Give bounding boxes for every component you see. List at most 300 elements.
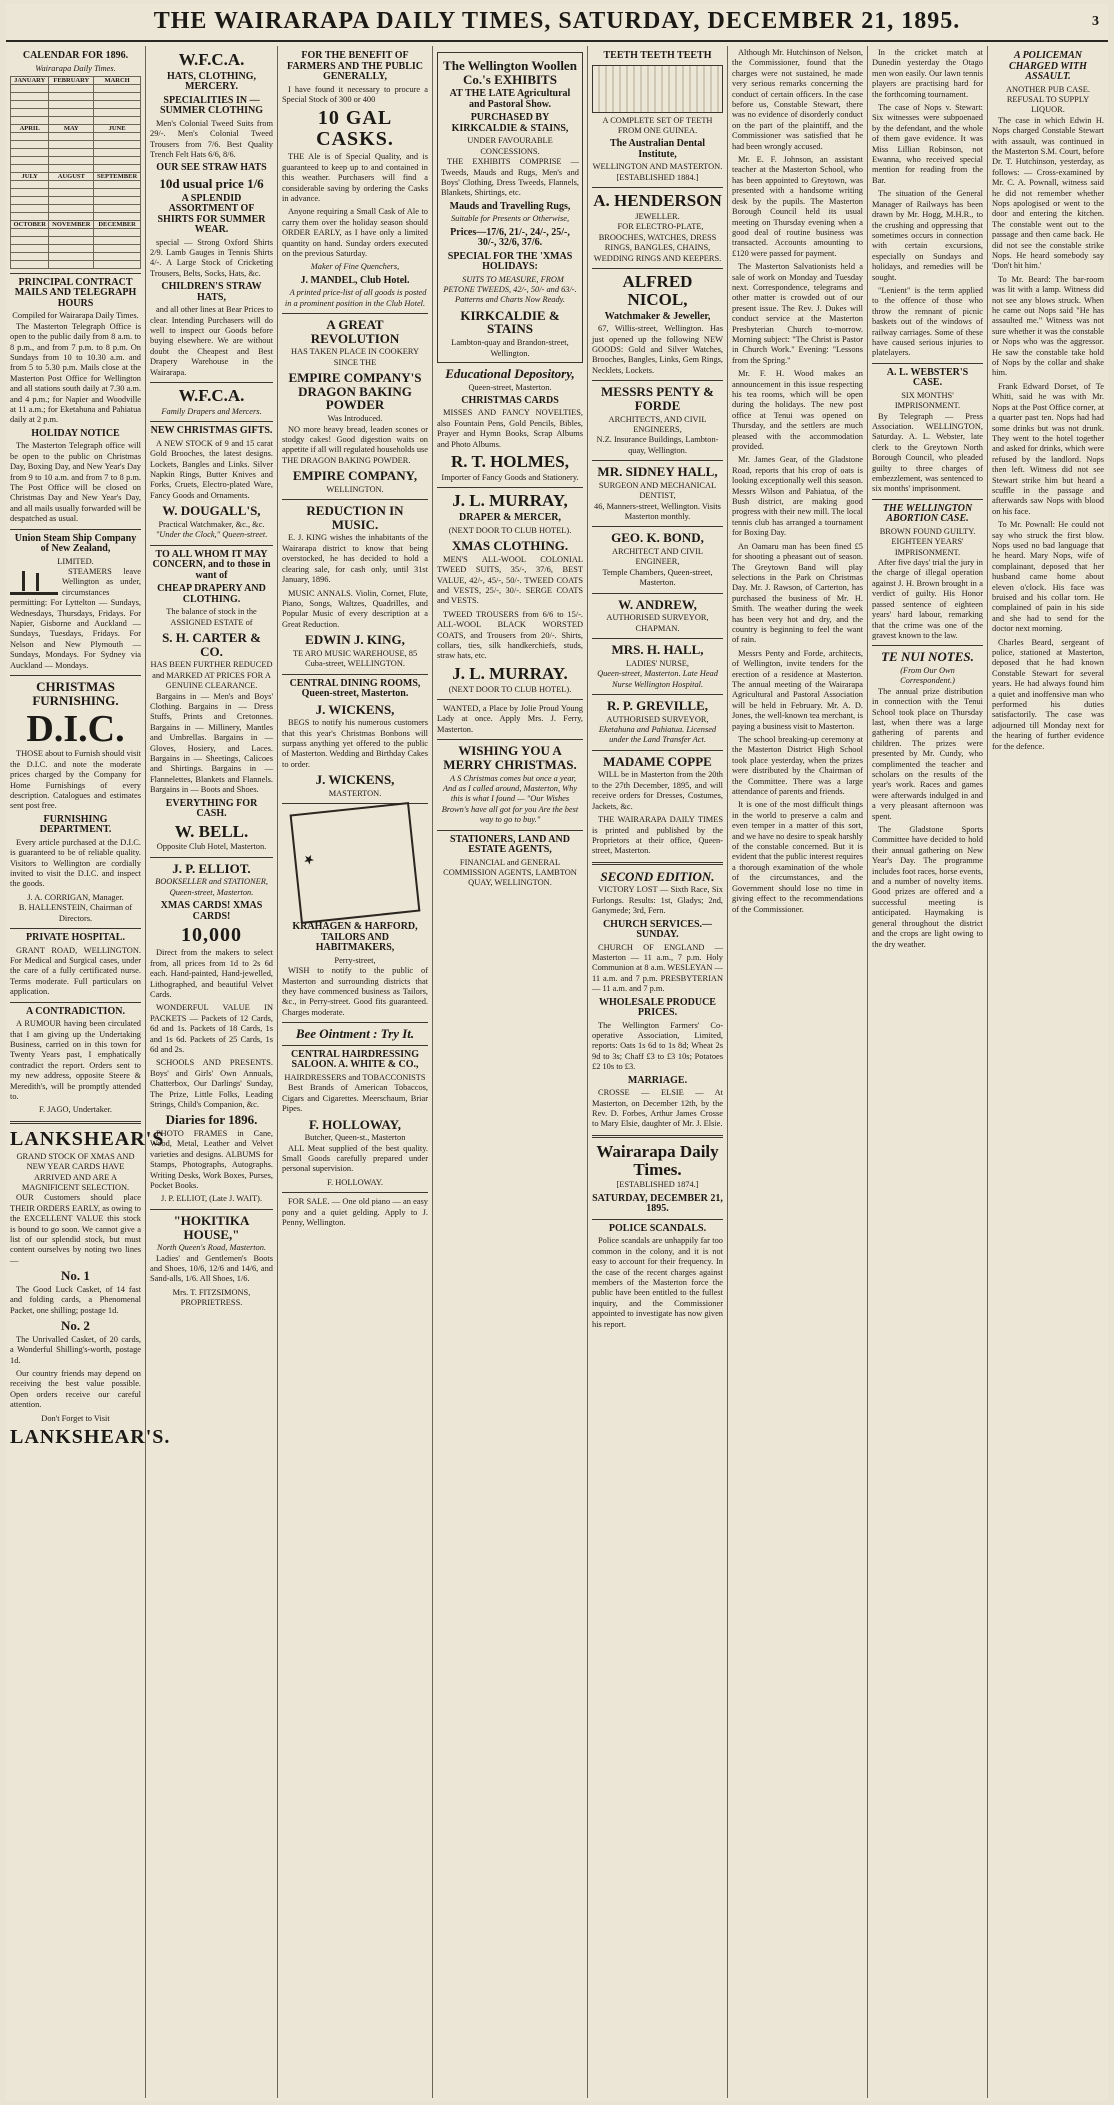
calendar-week-cell	[11, 196, 49, 204]
trousers-body: TWEED TROUSERS from 6/6 to 15/-. ALL-WOOL BLACK WORSTED COATS, and Trousers from 20/-. Shirts, collars, ties, silk handkerchiefs, studs, straw hats, etc.	[437, 609, 583, 661]
calendar-week-cell	[49, 188, 94, 196]
bond-title: GEO. K. BOND,	[611, 530, 704, 546]
penty-subtitle: ARCHITECTS, AND CIVIL ENGINEERS,	[608, 414, 707, 434]
calendar-week-cell	[49, 260, 94, 268]
dic-body: THOSE about to Furnish should visit the D.I.C. and note the moderate prices charged by the Company for Home Furnishings of every description. Catalogues and estimates sent post free.	[10, 749, 141, 811]
wickens-place: MASTERTON.	[328, 788, 382, 798]
henderson-body: FOR ELECTRO-PLATE, BROOCHES, WATCHES, DRESS RINGS, BANGLES, CHAINS, WEDDING RINGS AND KEEPERS.	[593, 222, 722, 263]
policeman-body-2: To Mr. Beard: The bar-room was lit with a lamp. Witness did not see any blows struck. When he came out Nops said "He has assaulted me." Witness was not sure whether it was the constable or Nops who was the aggressor. He saw the constable take hold of Nops by the collar and shake him.	[992, 274, 1104, 378]
calendar-week-cell	[11, 132, 49, 140]
teeth-illustration	[592, 65, 723, 113]
calendar-week-cell	[49, 164, 94, 172]
calendar-week-cell	[94, 100, 141, 108]
rugs-subtitle: Suitable for Presents or Otherwise,	[450, 214, 570, 224]
hokitika-subtitle: North Queen's Road, Masterton.	[156, 1243, 267, 1253]
lankshear-subtitle: GRAND STOCK OF XMAS AND NEW YEAR CARDS HAVE ARRIVED AND ARE A MAGNIFICENT SELECTION.	[16, 1151, 135, 1192]
dougall-subtitle: Practical Watchmaker, &c., &c.	[158, 519, 265, 529]
calendar-week-cell	[11, 180, 49, 188]
tenui-title: TE NUI NOTES.	[881, 649, 974, 665]
cheap-drapery-title: CHEAP DRAPERY AND CLOTHING.	[157, 583, 266, 605]
policeman-subtitle: ANOTHER PUB CASE.	[1006, 84, 1090, 94]
teeth-title: TEETH TEETH TEETH	[603, 50, 712, 61]
carter-title: S. H. CARTER & CO.	[162, 630, 261, 659]
news-para-2: The case of Nops v. Stewart: Six witnesses were subpoenaed by the defendant, and the whole of them gave evidence. It was Miss Lillian Robinson, not Ewanna, who received special mention for reading from the Bar.	[872, 103, 983, 185]
greville-title: R. P. GREVILLE,	[606, 697, 709, 713]
calendar-week-cell	[49, 140, 94, 148]
calendar-week-cell	[49, 204, 94, 212]
madame-title: MADAME COPPE	[603, 753, 712, 769]
mails-notice-subtitle: Compiled for Wairarapa Daily Times.	[12, 311, 139, 321]
dic-manager: J. A. CORRIGAN, Manager.	[27, 892, 124, 902]
wfca-title: W.F.C.A.	[178, 50, 245, 69]
educational-subtitle: Queen-street, Masterton.	[468, 382, 552, 392]
shirts-title: A SPLENDID ASSORTMENT OF SHIRTS FOR SUMMER WEAR.	[157, 192, 266, 236]
white-body: Best Brands of American Tobaccos, Cigars and Cigarettes. Meerschaum, Briar Pipes.	[282, 1083, 428, 1114]
dic-chairman: B. HALLENSTEIN, Chairman of Directors.	[18, 903, 133, 923]
kirkcaldie-title: PURCHASED BY KIRKCALDIE & STAINS,	[451, 112, 569, 134]
calendar-month-header: FEBRUARY	[49, 76, 94, 84]
white-subtitle: HAIRDRESSERS and TOBACCONISTS	[284, 1072, 426, 1082]
webster-title: A. L. WEBSTER'S CASE.	[886, 366, 969, 389]
furnishing-label: FURNISHING DEPARTMENT.	[39, 813, 112, 836]
calendar-month-header: AUGUST	[49, 172, 94, 180]
calendar-month-header: JULY	[11, 172, 49, 180]
calendar-week-cell	[94, 236, 141, 244]
calendar-week-cell	[94, 132, 141, 140]
straw-title: OUR SEE STRAW HATS	[156, 162, 267, 174]
holloway-body: ALL Meat supplied of the best quality. Small Goods carefully prepared under personal supervision.	[282, 1143, 428, 1174]
murray-subtitle: DRAPER & MERCER,	[459, 512, 561, 524]
reduction-body: E. J. KING wishes the inhabitants of the Wairarapa district to know that being overstocked, he has decided to hold a clearing sale, for cash only, until 31st January, 1896.	[282, 533, 428, 585]
farmers-title: FOR THE BENEFIT OF FARMERS AND THE PUBLIC GENERALLY,	[286, 50, 424, 82]
editorial-para-3: The Masterton Salvationists held a sale of work on Monday and Tuesday next. Correspondence, telegrams and other matter is crowded out of our present issue. The Rev. J. Dukes will conduct service at the Masterton Presbyterian Church to-morrow. Morning subject: "The Christ is Pastor in Church Work." Evening: "Lessons from the Spring."	[732, 262, 863, 365]
forget-line: Don't Forget to Visit	[41, 1413, 110, 1423]
hokitika-body: Ladies' and Gentlemen's Boots and Shoes, 10/6, 12/6 and 14/6, and Sand-alls, 1/6. All Shoes, 1/6.	[150, 1253, 273, 1284]
xmas-clothing-body: MEN'S ALL-WOOL COLONIAL TWEED SUITS, 35/-, 37/6, BEST VALUE, 42/-, 45/-, 50/-. TWEED COATS and VESTS, 25/-, 30/-. SERGE COATS and VESTS.	[437, 554, 583, 606]
calendar-week-cell	[49, 244, 94, 252]
commission-agent-seal: ★	[290, 802, 421, 924]
calendar-week-cell	[11, 84, 49, 92]
column-3	[278, 46, 433, 2098]
bell-subtitle: Opposite Club Hotel, Masterton.	[156, 842, 267, 852]
calendar-week-cell	[94, 164, 141, 172]
woollen-title: The Wellington Woollen Co.'s EXHIBITS	[443, 58, 577, 87]
column-8	[988, 46, 1108, 2098]
calendar-week-cell	[11, 140, 49, 148]
children-hats-title: CHILDREN'S STRAW HATS,	[161, 281, 262, 303]
editorial-para-9: It is one of the most difficult things in the world to preserve a calm and even temper in a matter of this sort, and we have no desire to speak harshly of the constable concerned. But it is evident that the public interest requires a thorough examination of the whole of the circumstances, and the Government should lose no time in giving effect to the recommendations of the Commissioner.	[732, 800, 863, 914]
children-hats-body: and all other lines at Bear Prices to clear. Intending Purchasers will do well to inspect our Goods before buying elsewhere. We are without doubt the Cheapest and Best Drapery Warehouse in the Wairarapa.	[150, 305, 273, 377]
whom-title: TO ALL WHOM IT MAY CONCERN, and to those in want of	[152, 548, 271, 581]
lankshear-title: LANKSHEAR'S	[10, 1127, 165, 1150]
woollen-subtitle: AT THE LATE Agricultural and Pastoral Show.	[449, 88, 571, 110]
calendar-week-cell	[11, 260, 49, 268]
revolution-title: A GREAT REVOLUTION	[310, 317, 400, 346]
calendar-week-cell	[11, 204, 49, 212]
policeman-body-5: Charles Beard, sergeant of police, stationed at Masterton, deposed that he had known Constable Stewart for several years. He had always found him a quiet and inoffensive man who performed his duties satisfactorily. The case was adjourned till Monday next for the hearing of further evidence for the defence.	[992, 637, 1104, 751]
price-list-note: A printed price-list of all goods is posted in a prominent position in the Club Hotel.	[284, 288, 427, 308]
policeman-subtitle-2: REFUSAL TO SUPPLY LIQUOR.	[1006, 94, 1090, 115]
column-5	[588, 46, 728, 2098]
christmas-poem: A S Christmas comes but once a year, And as I called around, Masterton, Why this is what I found — "Our Wishes Brown's have all got for you Are the best way to go to buy."	[441, 773, 579, 825]
marriage-title: MARRIAGE.	[627, 1074, 688, 1086]
commission-agents: FINANCIAL and GENERAL COMMISSION AGENTS, LAMBTON QUAY, WELLINGTON.	[443, 857, 577, 888]
casks-body: THE Ale is of Special Quality, and is guaranteed to keep up to and contained in this weather. Purchasers will find a considerable saving by ordering the Casks in advance.	[282, 152, 428, 203]
revolution-body: HAS TAKEN PLACE IN COOKERY SINCE THE	[290, 347, 420, 367]
editorial-para-2: Mr. E. F. Johnson, an assistant teacher at the Masterton School, who has been appointed to Greytown, was presented with a handsome writing desk by the pupils. The Masterton Borough Council held its usual meeting on Thursday evening when a good deal of routine business was transacted. Accounts amounting to £120 were passed for payment.	[732, 155, 863, 258]
nicol-subtitle: Watchmaker & Jeweller,	[604, 310, 711, 322]
diaries-body: PHOTO FRAMES in Cane, Wood, Metal, Leather and Velvet varieties and designs. ALBUMS for Stamps, Photographs, Autographs. Writing Desks, Work Boxes, Purses, Pocket Books.	[150, 1129, 273, 1191]
webster-body: By Telegraph — Press Association. WELLINGTON, Saturday. A. L. Webster, late clerk to the Greytown North Borough Council, who pleaded guilty to three charges of embezzlement, was sentenced to six months' imprisonment.	[872, 411, 983, 494]
mrs-hall-subtitle: LADIES' NURSE,	[626, 658, 689, 668]
empire-body: Was Introduced.	[327, 414, 383, 424]
calendar-month-header: NOVEMBER	[49, 220, 94, 228]
kirkcaldie2-title: KIRKCALDIE & STAINS	[460, 307, 560, 337]
calendar-week-cell	[11, 100, 49, 108]
bond-body: Temple Chambers, Queen-street, Masterton.	[602, 567, 713, 588]
calendar-week-cell	[94, 84, 141, 92]
hokitika-title: "HOKITIKA HOUSE,"	[173, 1212, 250, 1242]
music-annals: MUSIC ANNALS. Violin, Cornet, Flute, Piano, Songs, Waltzes, Quadrilles, and Popular Music of every description at a Great Reduction.	[282, 588, 428, 629]
policeman-body-4: To Mr. Pownall: He could not say who struck the first blow. Nops used no bad language that he heard. Mary Nops, wife of complainant, deposed that her husband came home about eleven o'clock. His face was bruised and his collar torn. He complained of pain in his side and she had to send for the doctor next morning.	[992, 520, 1104, 634]
holmes-title: R. T. HOLMES,	[451, 452, 569, 472]
mails-notice-body: The Masterton Telegraph Office is open to the public daily from 8 a.m. to 8 p.m., and from 7 p.m. to 8 p.m. On Sundays from 10 to 10.30 a.m. and from 5 to 5.30 p.m. Mails close at the Masterton Post Office for Wellington and all stations south daily at 7.30 a.m. and 4 p.m.; for Napier and Woodville at 11 a.m.; for Eketahuna and Pahiatua daily at 2 p.m.	[10, 321, 141, 425]
edwin-king: EDWIN J. KING,	[305, 632, 405, 648]
calendar-week-cell	[94, 92, 141, 100]
police-title: POLICE SCANDALS.	[608, 1222, 707, 1234]
calendar-month-header: APRIL	[11, 124, 49, 132]
news-para-4: "Lenient" is the term applied to the offence of those who throw the remnant of picnic baskets out of the windows of railway carriages. Some of these have caused serious injuries to platelayers.	[872, 285, 983, 358]
policeman-body-1: The case in which Edwin H. Nops charged Constable Stewart with assault, was continued in the Masterton S.M. Court, before Dr. T. Hutchinson, yesterday, as follows: — Cross-examined by Mr. C. A. Pownall, witness said he did not remember whether Nops apologised or went to the door and entering the kitchen. The constable went out to the passage and then came back. He did not see the constable strike Nops. He heard somebody say 'Don't hit him.'	[992, 115, 1104, 271]
webster-subtitle: SIX MONTHS' IMPRISONMENT.	[894, 390, 961, 411]
calendar-month-header: DECEMBER	[94, 220, 141, 228]
merry-christmas: WISHING YOU A MERRY CHRISTMAS.	[443, 743, 577, 772]
calendar-week-cell	[94, 204, 141, 212]
calendar-week-cell	[94, 188, 141, 196]
wickens-body: BEGS to notify his numerous customers that this year's Christmas Bonbons will surpass anything yet offered to the public of Masterton. Wedding and Birthday Cakes to order.	[282, 718, 428, 769]
calendar-week-cell	[94, 116, 141, 124]
kirkcaldie-subtitle: UNDER FAVOURABLE CONCESSIONS.	[467, 136, 553, 156]
masthead	[6, 8, 1108, 42]
cheap-drapery-body: The balance of stock in the ASSIGNED ESTATE of	[166, 607, 257, 627]
calendar-week-cell	[49, 156, 94, 164]
policeman-title: A POLICEMAN CHARGED WITH ASSAULT.	[1009, 50, 1087, 82]
educational-title: Educational Depository,	[445, 365, 575, 381]
calendar-week-cell	[11, 116, 49, 124]
church-body: CHURCH OF ENGLAND — Masterton — 11 a.m., 7 p.m. Holy Communion at 8 a.m. WESLEYAN — 11 a.m. and 7 p.m. PRESBYTERIAN — 11 a.m. and 7 p.m.	[592, 942, 723, 994]
calendar-week-cell	[94, 180, 141, 188]
dental-title: The Australian Dental Institute,	[609, 138, 705, 160]
marriage-body: CROSSE — ELSIE — At Masterton, on December 12th, by the Rev. D. Forbes, Arthur James Crosse to Mary Elsie, daughter of Mr. J. Elsie.	[592, 1088, 723, 1129]
calendar-week-cell	[11, 236, 49, 244]
page-number: 3	[1092, 14, 1100, 29]
calendar-week-cell	[49, 148, 94, 156]
christmas-furnishing-title: CHRISTMAS FURNISHING.	[32, 679, 119, 708]
dental-subtitle: WELLINGTON AND MASTERTON.	[592, 162, 723, 172]
church-title: CHURCH SERVICES.—SUNDAY.	[602, 918, 713, 941]
calendar-month-header: MARCH	[94, 76, 141, 84]
lankshear-body: OUR Customers should place THEIR ORDERS EARLY, as owing to the EXCELLENT VALUE this stock is bound to go soon. We cannot give a list of our splendid stock, but must content ourselves by noting two lines —	[10, 1193, 141, 1265]
editorial-para-5: Mr. James Gear, of the Gladstone Road, reports that his crop of oats is looking exceptionally well this season. Messrs Wilson and Pahiatua, of the Bush district, are making good progress with their new mill. The local tennis club has arranged a tournament for Boxing Day.	[732, 455, 863, 538]
krahagen-subtitle: Perry-street,	[334, 955, 376, 965]
calendar-week-cell	[94, 260, 141, 268]
no1-label: No. 1	[61, 1268, 90, 1284]
shipping-subtitle: LIMITED.	[57, 556, 94, 566]
empire-body-2: NO more heavy bread, leaden scones or stodgy cakes! Good digestion waits on appetite if all will regulated households use THE DRAGON BAKING POWDER.	[282, 424, 428, 465]
diaries-title: Diaries for 1896.	[165, 1112, 258, 1128]
calendar-subtitle: Wairarapa Daily Times.	[35, 63, 116, 73]
calendar-week-cell	[94, 156, 141, 164]
calendar-week-cell	[11, 188, 49, 196]
elliot-subtitle: BOOKSELLER and STATIONER, Queen-street, Masterton.	[155, 877, 268, 897]
rugs-price: Prices—17/6, 21/-, 24/-, 25/-, 30/-, 32/6, 37/6.	[450, 226, 570, 249]
calendar-week-cell	[49, 196, 94, 204]
no2-label: No. 2	[61, 1318, 90, 1334]
complete-set: A COMPLETE SET OF TEETH FROM ONE GUINEA.	[602, 115, 713, 135]
edwin-king-address: TE ARO MUSIC WAREHOUSE, 85 Cuba-street, WELLINGTON.	[292, 648, 418, 669]
daily-times-title: Wairarapa Daily Times.	[596, 1141, 719, 1179]
wfca-lines: HATS, CLOTHING, MERCERY.	[167, 70, 256, 93]
contradiction-body: A RUMOUR having been circulated that I am giving up the Undertaking Business, carried on in this town for Twenty Years past, I emphatically contradict the report. Orders sent to my new address, opposite Steere & Meredith's, will be promptly attended to.	[10, 1019, 141, 1101]
masthead-title: THE WAIRARAPA DAILY TIMES, SATURDAY, DECEMBER 21, 1895.	[153, 8, 961, 34]
no2-text: The Unrivalled Casket, of 20 cards, a Wonderful Shilling's-worth, postage 1d.	[10, 1334, 141, 1365]
elliot-sign: J. P. ELLIOT, (Late J. WAIT).	[160, 1194, 263, 1204]
columns	[6, 46, 1108, 2098]
produce-title: WHOLESALE PRODUCE PRICES.	[599, 996, 716, 1019]
white-title: CENTRAL HAIRDRESSING SALOON. A. WHITE & CO.,	[290, 1048, 420, 1071]
cards-body: Direct from the makers to select from, all prices from 1d to 2s 6d each. Hand-painted, Hand-jewelled, Lithographed, and beautiful Velvet Cards.	[150, 948, 273, 999]
reduction-title: REDUCTION IN MUSIC.	[306, 503, 404, 532]
holiday-notice-body: The Masterton Telegraph office will be open to the public on Christmas Day, Boxing Day, and New Year's Day from 9 to 10 a.m. and from 7 to 8 p.m. The Post Office will be closed on Christmas Day and New Year's Day, and all mails usually forwarded will be despatched as usual.	[10, 441, 141, 524]
calendar-month-header: JUNE	[94, 124, 141, 132]
hospital-title: PRIVATE HOSPITAL.	[26, 932, 125, 944]
calendar-week-cell	[49, 236, 94, 244]
andrew-title: W. ANDREW,	[618, 596, 697, 612]
shipping-body: STEAMERS leave Wellington as under, circumstances permitting: For Lyttelton — Sundays, Wednesdays, Thursdays, Fridays. For Napier, Gisborne and Auckland — Sundays, Tuesdays, Fridays. For Nelson and New Plymouth — Sundays, Mondays. For Sydney via Auckland — Mondays.	[10, 567, 141, 670]
calendar-week-cell	[11, 92, 49, 100]
calendar-week-cell	[11, 164, 49, 172]
calendar-week-cell	[94, 148, 141, 156]
date-line: SATURDAY, DECEMBER 21, 1895.	[592, 1192, 723, 1215]
abortion-subtitle-2: EIGHTEEN YEARS' IMPRISONMENT.	[891, 537, 964, 557]
penty-body: N.Z. Insurance Buildings, Lambton-quay, Wellington.	[596, 435, 719, 455]
murray2-title: J. L. MURRAY.	[452, 663, 568, 683]
victory-body: VICTORY LOST — Sixth Race, Six Furlongs. Results: 1st, Gladys; 2nd, Ganymede; 3rd, Fern.	[592, 885, 723, 916]
shipping-title: Union Steam Ship Company of New Zealand,	[14, 532, 137, 555]
dental-established: [ESTABLISHED 1884.]	[616, 172, 699, 182]
christmas-cards-body: MISSES AND FANCY NOVELTIES, also Fountain Pens, Gold Pencils, Bibles, Prayer and Hymn Books, Scrap Albums and Photo Albums.	[437, 408, 583, 449]
mrs-hall-body: Queen-street, Masterton. Late Head Nurse Wellington Hospital.	[597, 669, 718, 689]
kirkcaldie2-subtitle: Lambton-quay and Brandon-street, Wellington.	[451, 338, 569, 358]
exhibits-body: THE EXHIBITS COMPRISE — Tweeds, Mauds and Rugs, Men's and Boys' Clothing, Dress Tweeds, Flannels, Blankets, Shirtings, etc.	[441, 157, 579, 198]
calendar-week-cell	[49, 180, 94, 188]
calendar-week-cell	[94, 140, 141, 148]
new-xmas-gifts-body: A NEW STOCK of 9 and 15 carat Gold Brooches, the latest designs. Lockets, Bangles and Links. Silver Napkin Rings, Butter Knives and Forks, Cruets, Electro-plated Ware, Fancy Goods and Ornaments.	[150, 438, 273, 500]
column-7	[868, 46, 988, 2098]
christmas-cards: CHRISTMAS CARDS	[461, 394, 559, 406]
murray-place: (NEXT DOOR TO CLUB HOTEL).	[448, 525, 572, 535]
andrew-subtitle: AUTHORISED SURVEYOR, CHAPMAN.	[606, 613, 709, 633]
calendar-week-cell	[11, 212, 49, 220]
contradiction-title: A CONTRADICTION.	[26, 1005, 125, 1017]
calendar-week-cell	[94, 212, 141, 220]
cards-count: 10,000	[181, 924, 242, 947]
news-para-3: The situation of the General Manager of Railways has been drawn by Mr. Hogg, M.H.R., to the crushing and oppressing that sometimes occurs in connection with certain excursions, especially on Sundays and holidays, and remedies will be sought.	[872, 189, 983, 282]
bell-title: W. BELL.	[174, 821, 249, 841]
murray-title: J. L. MURRAY,	[452, 491, 568, 511]
no1-text: The Good Luck Casket, of 14 fast and folding cards, a Phenomenal Packet, one shilling; postage 1d.	[10, 1284, 141, 1315]
calendar-week-cell	[49, 252, 94, 260]
farmers-body: I have found it necessary to procure a Special Stock of 300 or 400	[282, 84, 428, 104]
calendar-week-cell	[94, 108, 141, 116]
elliot-title: J. P. ELLIOT.	[172, 860, 251, 876]
tenui-body-2: The Gladstone Sports Committee have decided to hold their annual gathering on New Year's Day. The programme includes foot races, horse events, and a number of novelty items. Good prizes are offered and a successful meeting is anticipated. Haymaking is general throughout the district and the crops are light owing to the dry weather.	[872, 825, 983, 949]
calendar-week-cell	[94, 228, 141, 236]
calendar-week-cell	[11, 228, 49, 236]
shirts-body: special — Strong Oxford Shirts 2/9. Lamb Gauges in Tennis Shirts 4/-. A Large Stock of Cricketing Trousers, Belts, Socks, Hats, &c.	[150, 237, 273, 278]
everything-cash: EVERYTHING FOR CASH.	[165, 797, 258, 820]
lankshear-extra: Our country friends may depend on receiving the best value possible. Open orders receive our careful attention.	[10, 1368, 141, 1410]
steamship-icon	[10, 569, 58, 595]
holloway-subtitle: Butcher, Queen-st., Masterton	[304, 1133, 406, 1143]
casks-body-2: Anyone requiring a Small Cask of Ale to carry them over the holiday season should ORDER EARLY, as I have only a limited quantity on hand. Sunday orders executed on the previous Saturday.	[282, 207, 428, 258]
greville-subtitle: AUTHORISED SURVEYOR,	[606, 714, 709, 724]
xmas-clothing-title: XMAS CLOTHING.	[451, 538, 569, 554]
contradiction-sign: F. JAGO, Undertaker.	[38, 1105, 113, 1115]
editorial-para-1: Although Mr. Hutchinson of Nelson, the Commissioner, found that the charges were not sustained, he made very serious remarks concerning the conduct of certain officers. In the case before us, Constable Stewart, there was no evidence of disorderly conduct on the part of the plaintiff, and the Commissioner was satisfied that he had been wrongly accused.	[732, 48, 863, 151]
tenui-body: The annual prize distribution in connection with the Tenui School took place on Thursday last, when there was a large gathering of parents and children. The prizes were presented by Mr. Cundy, who complimented the teacher and scholars on the results of the year's work. Races and games were afterwards indulged in and a very pleasant afternoon was spent.	[872, 686, 983, 821]
dougall-sign: "Under the Clock," Queen-street.	[155, 530, 268, 540]
calendar-week-cell	[49, 116, 94, 124]
calendar-week-cell	[94, 196, 141, 204]
calendar-month-header: OCTOBER	[11, 220, 49, 228]
sidney-hall-body: 46, Manners-street, Wellington. Visits Masterton monthly.	[594, 501, 721, 521]
column-2	[146, 46, 278, 2098]
calendar-week-cell	[49, 132, 94, 140]
calendar-week-cell	[11, 156, 49, 164]
nicol-title: ALFRED NICOL,	[622, 272, 693, 309]
special-xmas: SPECIAL FOR THE 'XMAS HOLIDAYS:	[447, 250, 573, 273]
krahagen-title: KRAHAGEN & HARFORD, TAILORS AND HABITMAKERS,	[292, 921, 418, 954]
editorial-para-8: The school breaking-up ceremony at the Masterton District High School took place yesterday, when the prizes were distributed by the Chairman of the Committee. There was a large attendance of parents and friends.	[732, 735, 863, 797]
stationers-title: STATIONERS, LAND AND ESTATE AGENTS,	[450, 833, 570, 856]
imprint-body: THE WAIRARAPA DAILY TIMES is printed and published by the Proprietors at their office, Queen-street, Masterton.	[592, 815, 723, 856]
hospital-body: GRANT ROAD, WELLINGTON. For Medical and Surgical cases, under the care of a fully certificated nurse. Terms moderate. Full particulars on application.	[10, 945, 141, 997]
calendar-title: CALENDAR FOR 1896.	[22, 50, 129, 61]
calendar-week-cell	[49, 108, 94, 116]
newspaper-page	[6, 4, 1108, 2101]
for-sale-body: FOR SALE. — One old piano — an easy pony and a quiet gelding. Apply to J. Penny, Wellington.	[282, 1197, 428, 1227]
column-4	[433, 46, 588, 2098]
rugs-title: Mauds and Travelling Rugs,	[449, 200, 571, 212]
holloway-sign: F. HOLLOWAY.	[327, 1177, 383, 1187]
empire-title: EMPIRE COMPANY'S DRAGON BAKING POWDER	[288, 370, 422, 413]
calendar-week-cell	[11, 108, 49, 116]
henderson-subtitle: JEWELLER.	[635, 211, 680, 221]
madame-body: WILL be in Masterton from the 20th to the 27th December, 1895, and will receive orders for Dresses, Costumes, Jackets, &c.	[592, 770, 723, 811]
editorial-para-6: An Oamaru man has been fined £5 for shooting a pheasant out of season. The Greytown Band will play selections in the Park on Christmas Day. Mr. J. Rawson, of Carterton, has purchased the business of Mr. H. Smith. The weather during the week has been very hot and dry, and the country is beginning to feel the want of rain.	[732, 541, 863, 645]
calendar-month-header: SEPTEMBER	[94, 172, 141, 180]
column-1	[6, 46, 171, 2098]
abortion-title: THE WELLINGTON ABORTION CASE.	[882, 502, 973, 525]
wfca2-subtitle: Family Drapers and Mercers.	[161, 406, 262, 416]
sidney-hall-title: MR. SIDNEY HALL,	[597, 464, 718, 480]
calendar-week-cell	[11, 252, 49, 260]
fleet-line: Maker of Fine Quenchers,	[310, 262, 400, 272]
calendar-week-cell	[49, 228, 94, 236]
schools-presents: SCHOOLS AND PRESENTS. Boys' and Girls' Own Annuals, Chatterbox, Our Darlings' Sunday, The Prize, Little Folks, Leading Strings, Child's Companion, &c.	[150, 1058, 273, 1109]
calendar-week-cell	[94, 244, 141, 252]
news-para-1: In the cricket match at Dunedin yesterday the Otago men won easily. Our lawn tennis players are practising hard for the forthcoming tournament.	[872, 48, 983, 99]
holiday-notice-title: HOLIDAY NOTICE	[31, 427, 120, 439]
calendar-week-cell	[49, 100, 94, 108]
carter-body: HAS BEEN FURTHER REDUCED and MARKED AT PRICES FOR A GENUINE CLEARANCE.	[150, 660, 273, 691]
editorial-para-4: Mr. F. H. Wood makes an announcement in this issue respecting his tea rooms, which will be open during the holidays. The new post office at Tenui was opened on Thursday, and the settlers are much pleased with the accommodation provided.	[732, 369, 863, 452]
bee-ointment: Bee Ointment : Try It.	[295, 1026, 415, 1042]
empire-place: WELLINGTON.	[326, 484, 384, 494]
suits-body: SUITS TO MEASURE, FROM PETONE TWEEDS, 42/-, 50/- and 63/-. Patterns and Charts Now Ready.	[443, 274, 577, 305]
wonderful-value: WONDERFUL VALUE IN PACKETS — Packets of 12 Cards, 6d and 1s. Packets of 18 Cards, 1s and 1s 6d. Packets of 25 Cards, 1s 6d and 2s.	[150, 1003, 273, 1054]
holloway-title: F. HOLLOWAY,	[308, 1116, 402, 1132]
calendar-month-header: JANUARY	[11, 76, 49, 84]
furnishing-body: Every article purchased at the D.I.C. is guaranteed to be of reliable quality. Visitors to Wellington are cordially invited to visit the D.I.C. and inspect the goods.	[10, 837, 141, 889]
krahagen-body: WISH to notify to the public of Masterton and surrounding districts that they have commenced business as Tailors, &c., in Perry-street. Good fits guaranteed. Charges moderate.	[282, 966, 428, 1017]
mandel-sign: J. MANDEL, Club Hotel.	[300, 274, 410, 286]
mails-notice-title: PRINCIPAL CONTRACT MAILS AND TELEGRAPH HOURS	[14, 276, 137, 309]
empire-company: EMPIRE COMPANY,	[292, 468, 418, 484]
wanted-body: WANTED, a Place by Jolie Proud Young Lady at once. Apply Mrs. J. Ferry, Masterton.	[437, 704, 583, 734]
henderson-title: A. HENDERSON	[593, 191, 722, 211]
editorial-para-7: Messrs Penty and Forde, architects, of Wellington, invite tenders for the erection of a residence at Masterton. The annual meeting of the Wairarapa Agricultural and Pastoral Association will be held in February. Mr. A. D. Jones, the well-known tea merchant, is paying a business visit to Masterton.	[732, 648, 863, 731]
new-xmas-gifts-title: NEW CHRISTMAS GIFTS.	[150, 425, 273, 437]
lankshear-footer: LANKSHEAR'S.	[10, 1425, 171, 1448]
sidney-hall-subtitle: SURGEON AND MECHANICAL DENTIST,	[598, 480, 717, 501]
dougall-title: W. DOUGALL'S,	[162, 503, 261, 519]
calendar-table	[10, 76, 141, 269]
second-edition-title: SECOND EDITION.	[600, 868, 715, 884]
column-6	[728, 46, 868, 2098]
wickens-sign: J. WICKENS,	[315, 772, 395, 788]
wfca2-title: W.F.C.A.	[178, 386, 245, 406]
dic-label: D.I.C.	[26, 708, 125, 751]
daily-times-established: [ESTABLISHED 1874.]	[616, 1180, 699, 1190]
wickens-title: J. WICKENS,	[315, 701, 395, 717]
policeman-body-3: Frank Edward Dorset, of Te Whiti, said he was with Mr. Nops at the Post Office corner, at a quarter past ten. Nops had had some drinks but was not drunk. They went to the hotel together and asked for drinks, which were refused by the landlord. Nops then left. Witness did not see Stewart strike him but heard a scuffle in the passage and afterwards saw Nops with blood on his face.	[992, 381, 1104, 516]
abortion-subtitle: BROWN FOUND GUILTY.	[879, 526, 976, 536]
police-body: Police scandals are unhappily far too common in the colony, and it is not easy to account for their frequency. In the case of the recent charges against members of the Masterton force the public have been entitled to the fullest inquiry, and the Commissioner appointed to investigate has now given his report.	[592, 1236, 723, 1329]
bond-subtitle: ARCHITECT AND CIVIL ENGINEER,	[611, 547, 704, 567]
produce-body: The Wellington Farmers' Co-operative Association, Limited, reports: Oats 1s 6d to 1s 8d; Wheat 2s 9d to 3s; Chaff £3 to £3 10s; Potatoes £2 10s to £3.	[592, 1020, 723, 1072]
calendar-week-cell	[11, 244, 49, 252]
hokitika-sign: Mrs. T. FITZSIMONS, PROPRIETRESS.	[172, 1287, 251, 1308]
calendar-week-cell	[94, 252, 141, 260]
calendar-week-cell	[49, 212, 94, 220]
calendar-month-header: MAY	[49, 124, 94, 132]
bargains-list: Bargains in — Men's and Boys' Clothing. Bargains in — Dress Stuffs, Prints and Cretonnes. Bargains in — Millinery, Mantles and Umbrellas. Bargains in — Gloves, Hosiery, and Laces. Bargains in — Sheetings, Calicoes and Shirtings. Bargains in — Flannelettes, Blankets and Flannels. Bargains in — Boots and Shoes.	[150, 691, 273, 795]
calendar-week-cell	[49, 84, 94, 92]
abortion-body: After five days' trial the jury in the charge of illegal operation against J. H. Brown brought in a verdict of guilty. His Honor passed sentence of eighteen years' hard labour, remarking that the crime was one of the gravest known to the law.	[872, 558, 983, 640]
calendar-week-cell	[11, 148, 49, 156]
tenui-subtitle: (From Our Own Correspondent.)	[900, 665, 955, 686]
greville-body: Eketahuna and Pahiatua. Licensed under the Land Transfer Act.	[598, 725, 717, 745]
calendar-week-cell	[49, 92, 94, 100]
xmas-cards-title: XMAS CARDS! XMAS CARDS!	[160, 900, 263, 922]
mrs-hall-title: MRS. H. HALL,	[611, 642, 704, 658]
summer-body: Men's Colonial Tweed Suits from 29/-. Men's Colonial Tweed Trousers from 7/6. Best Quality Trench Felt Hats 6/6, 8/6.	[150, 118, 273, 160]
casks-title: 10 GAL CASKS.	[316, 107, 394, 151]
straw-price: 10d usual price 1/6	[159, 175, 264, 191]
murray2-place: (NEXT DOOR TO CLUB HOTEL).	[448, 684, 572, 694]
